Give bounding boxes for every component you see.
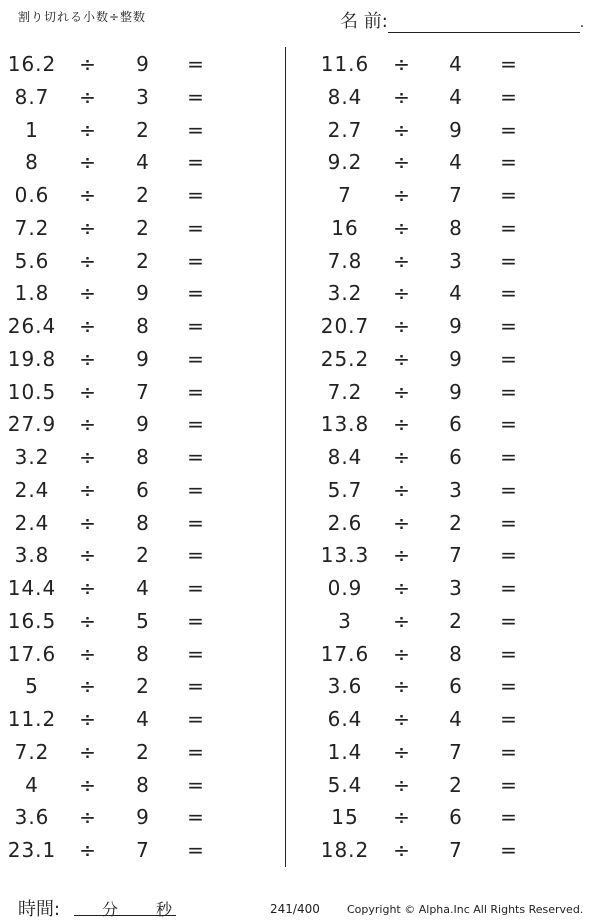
name-line[interactable] [388,14,580,33]
equals-sign: = [187,772,205,797]
worksheet-title: 割り切れる小数÷整数 [18,10,147,24]
division-sign: ÷ [79,52,97,76]
dividend: 1.4 [327,739,363,764]
dividend: 2.6 [327,510,363,535]
dividend: 5 [25,674,39,699]
divisor: 3 [449,248,463,273]
equals-sign: = [500,543,518,568]
divisor: 2 [136,117,150,142]
dividend: 9.2 [327,150,363,175]
divisor: 7 [136,379,150,404]
division-sign: ÷ [393,641,411,666]
division-sign: ÷ [393,84,411,109]
equals-sign: = [500,707,518,731]
divisor: 2 [136,543,150,568]
divisor: 8 [136,314,150,338]
division-sign: ÷ [79,674,97,699]
divisor: 4 [136,150,150,175]
division-sign: ÷ [79,84,97,109]
dividend: 17.6 [7,641,57,666]
equals-sign: = [187,674,205,699]
dividend: 2.4 [14,477,50,502]
dividend: 2.7 [327,117,363,142]
dividend: 5.6 [14,248,50,273]
divisor: 4 [449,84,463,109]
dividend: 17.6 [320,641,370,666]
seconds-unit: 秒 [156,900,173,919]
equals-sign: = [187,215,205,240]
dividend: 7.2 [327,379,363,404]
name-dot: . [579,15,585,31]
divisor: 4 [449,707,463,731]
division-sign: ÷ [79,739,97,764]
divisor: 8 [136,445,150,469]
divisor: 2 [449,608,463,633]
divisor: 3 [449,477,463,502]
dividend: 8.7 [14,84,50,109]
division-sign: ÷ [393,445,411,469]
equals-sign: = [187,838,205,862]
division-sign: ÷ [79,215,97,240]
dividend: 13.3 [320,543,370,568]
dividend: 3.2 [14,445,50,469]
dividend: 14.4 [7,576,57,600]
equals-sign: = [187,281,205,306]
division-sign: ÷ [79,346,97,371]
dividend: 3.6 [327,674,363,699]
division-sign: ÷ [79,576,97,600]
equals-sign: = [500,281,518,306]
equals-sign: = [187,576,205,600]
division-sign: ÷ [79,510,97,535]
equals-sign: = [187,248,205,273]
dividend: 3 [338,608,352,633]
dividend: 10.5 [7,379,57,404]
equals-sign: = [500,52,518,76]
division-sign: ÷ [393,117,411,142]
divisor: 2 [136,248,150,273]
equals-sign: = [187,805,205,830]
dividend: 23.1 [7,838,57,862]
equals-sign: = [500,412,518,437]
divisor: 9 [136,52,150,76]
equals-sign: = [500,838,518,862]
dividend: 2.4 [14,510,50,535]
division-sign: ÷ [79,543,97,568]
equals-sign: = [500,445,518,469]
dividend: 15 [331,805,359,830]
time-label: 時間: [18,899,61,920]
dividend: 26.4 [7,314,57,338]
dividend: 5.7 [327,477,363,502]
divisor: 2 [449,772,463,797]
divisor: 7 [449,183,463,207]
division-sign: ÷ [393,379,411,404]
divisor: 9 [136,346,150,371]
divisor: 9 [136,281,150,306]
division-sign: ÷ [79,772,97,797]
dividend: 7.2 [14,215,50,240]
divisor: 7 [449,739,463,764]
dividend: 4 [25,772,39,797]
division-sign: ÷ [79,314,97,338]
divisor: 8 [449,641,463,666]
divisor: 9 [136,412,150,437]
division-sign: ÷ [393,412,411,437]
equals-sign: = [187,707,205,731]
divisor: 4 [449,150,463,175]
equals-sign: = [500,346,518,371]
equals-sign: = [500,183,518,207]
divisor: 3 [136,84,150,109]
divisor: 8 [136,510,150,535]
divisor: 9 [449,379,463,404]
dividend: 3.2 [327,281,363,306]
divisor: 8 [449,215,463,240]
equals-sign: = [187,608,205,633]
dividend: 0.9 [327,576,363,600]
division-sign: ÷ [79,805,97,830]
dividend: 20.7 [320,314,370,338]
minutes-unit: 分 [102,900,119,919]
division-sign: ÷ [79,281,97,306]
dividend: 0.6 [14,183,50,207]
division-sign: ÷ [393,52,411,76]
name-label: 名 前: [340,11,388,32]
dividend: 19.8 [7,346,57,371]
divisor: 6 [449,674,463,699]
equals-sign: = [500,248,518,273]
dividend: 27.9 [7,412,57,437]
dividend: 5.4 [327,772,363,797]
division-sign: ÷ [79,641,97,666]
dividend: 16 [331,215,359,240]
footer [0,895,600,922]
equals-sign: = [187,543,205,568]
equals-sign: = [187,739,205,764]
dividend: 1 [25,117,39,142]
dividend: 8.4 [327,445,363,469]
division-sign: ÷ [393,674,411,699]
equals-sign: = [187,52,205,76]
column-divider [285,47,286,867]
division-sign: ÷ [393,805,411,830]
division-sign: ÷ [79,412,97,437]
equals-sign: = [187,445,205,469]
equals-sign: = [500,150,518,175]
division-sign: ÷ [79,150,97,175]
divisor: 2 [449,510,463,535]
divisor: 9 [449,346,463,371]
divisor: 2 [136,739,150,764]
equals-sign: = [187,641,205,666]
division-sign: ÷ [393,739,411,764]
equals-sign: = [187,117,205,142]
equals-sign: = [187,183,205,207]
divisor: 8 [136,641,150,666]
division-sign: ÷ [393,183,411,207]
equals-sign: = [187,346,205,371]
dividend: 11.6 [320,52,370,76]
dividend: 16.2 [7,52,57,76]
dividend: 3.8 [14,543,50,568]
division-sign: ÷ [393,248,411,273]
dividend: 7.8 [327,248,363,273]
dividend: 13.8 [320,412,370,437]
equals-sign: = [500,510,518,535]
equals-sign: = [500,805,518,830]
divisor: 7 [449,543,463,568]
divisor: 4 [136,576,150,600]
equals-sign: = [500,84,518,109]
equals-sign: = [500,576,518,600]
dividend: 18.2 [320,838,370,862]
dividend: 3.6 [14,805,50,830]
dividend: 7 [338,183,352,207]
dividend: 11.2 [7,707,57,731]
division-sign: ÷ [79,117,97,142]
division-sign: ÷ [393,543,411,568]
division-sign: ÷ [79,183,97,207]
page-number: 241/400 [270,902,320,916]
division-sign: ÷ [79,379,97,404]
divisor: 7 [136,838,150,862]
divisor: 6 [449,445,463,469]
equals-sign: = [500,674,518,699]
division-sign: ÷ [79,838,97,862]
equals-sign: = [187,477,205,502]
divisor: 9 [449,314,463,338]
equals-sign: = [500,608,518,633]
division-sign: ÷ [393,772,411,797]
divisor: 8 [136,772,150,797]
divisor: 7 [449,838,463,862]
divisor: 4 [136,707,150,731]
division-sign: ÷ [393,838,411,862]
division-sign: ÷ [79,477,97,502]
divisor: 9 [136,805,150,830]
division-sign: ÷ [393,707,411,731]
equals-sign: = [500,117,518,142]
dividend: 1.8 [14,281,50,306]
equals-sign: = [500,641,518,666]
equals-sign: = [187,510,205,535]
divisor: 2 [136,215,150,240]
division-sign: ÷ [393,477,411,502]
equals-sign: = [187,314,205,338]
division-sign: ÷ [393,150,411,175]
division-sign: ÷ [393,608,411,633]
name-field [340,7,584,33]
divisor: 2 [136,674,150,699]
division-sign: ÷ [393,576,411,600]
division-sign: ÷ [79,445,97,469]
divisor: 6 [136,477,150,502]
equals-sign: = [187,412,205,437]
divisor: 4 [449,281,463,306]
division-sign: ÷ [79,248,97,273]
equals-sign: = [500,477,518,502]
divisor: 3 [449,576,463,600]
divisor: 5 [136,608,150,633]
dividend: 8.4 [327,84,363,109]
equals-sign: = [187,379,205,404]
equals-sign: = [187,84,205,109]
dividend: 7.2 [14,739,50,764]
dividend: 25.2 [320,346,370,371]
divisor: 4 [449,52,463,76]
equals-sign: = [500,772,518,797]
division-sign: ÷ [79,608,97,633]
divisor: 9 [449,117,463,142]
division-sign: ÷ [79,707,97,731]
dividend: 8 [25,150,39,175]
division-sign: ÷ [393,215,411,240]
copyright-text: Copyright © Alpha.Inc All Rights Reserved. [347,903,584,916]
equals-sign: = [500,379,518,404]
divisor: 2 [136,183,150,207]
equals-sign: = [500,215,518,240]
dividend: 6.4 [327,707,363,731]
dividend: 16.5 [7,608,57,633]
division-sign: ÷ [393,510,411,535]
equals-sign: = [187,150,205,175]
division-sign: ÷ [393,314,411,338]
equals-sign: = [500,739,518,764]
division-sign: ÷ [393,346,411,371]
divisor: 6 [449,805,463,830]
equals-sign: = [500,314,518,338]
divisor: 6 [449,412,463,437]
division-sign: ÷ [393,281,411,306]
